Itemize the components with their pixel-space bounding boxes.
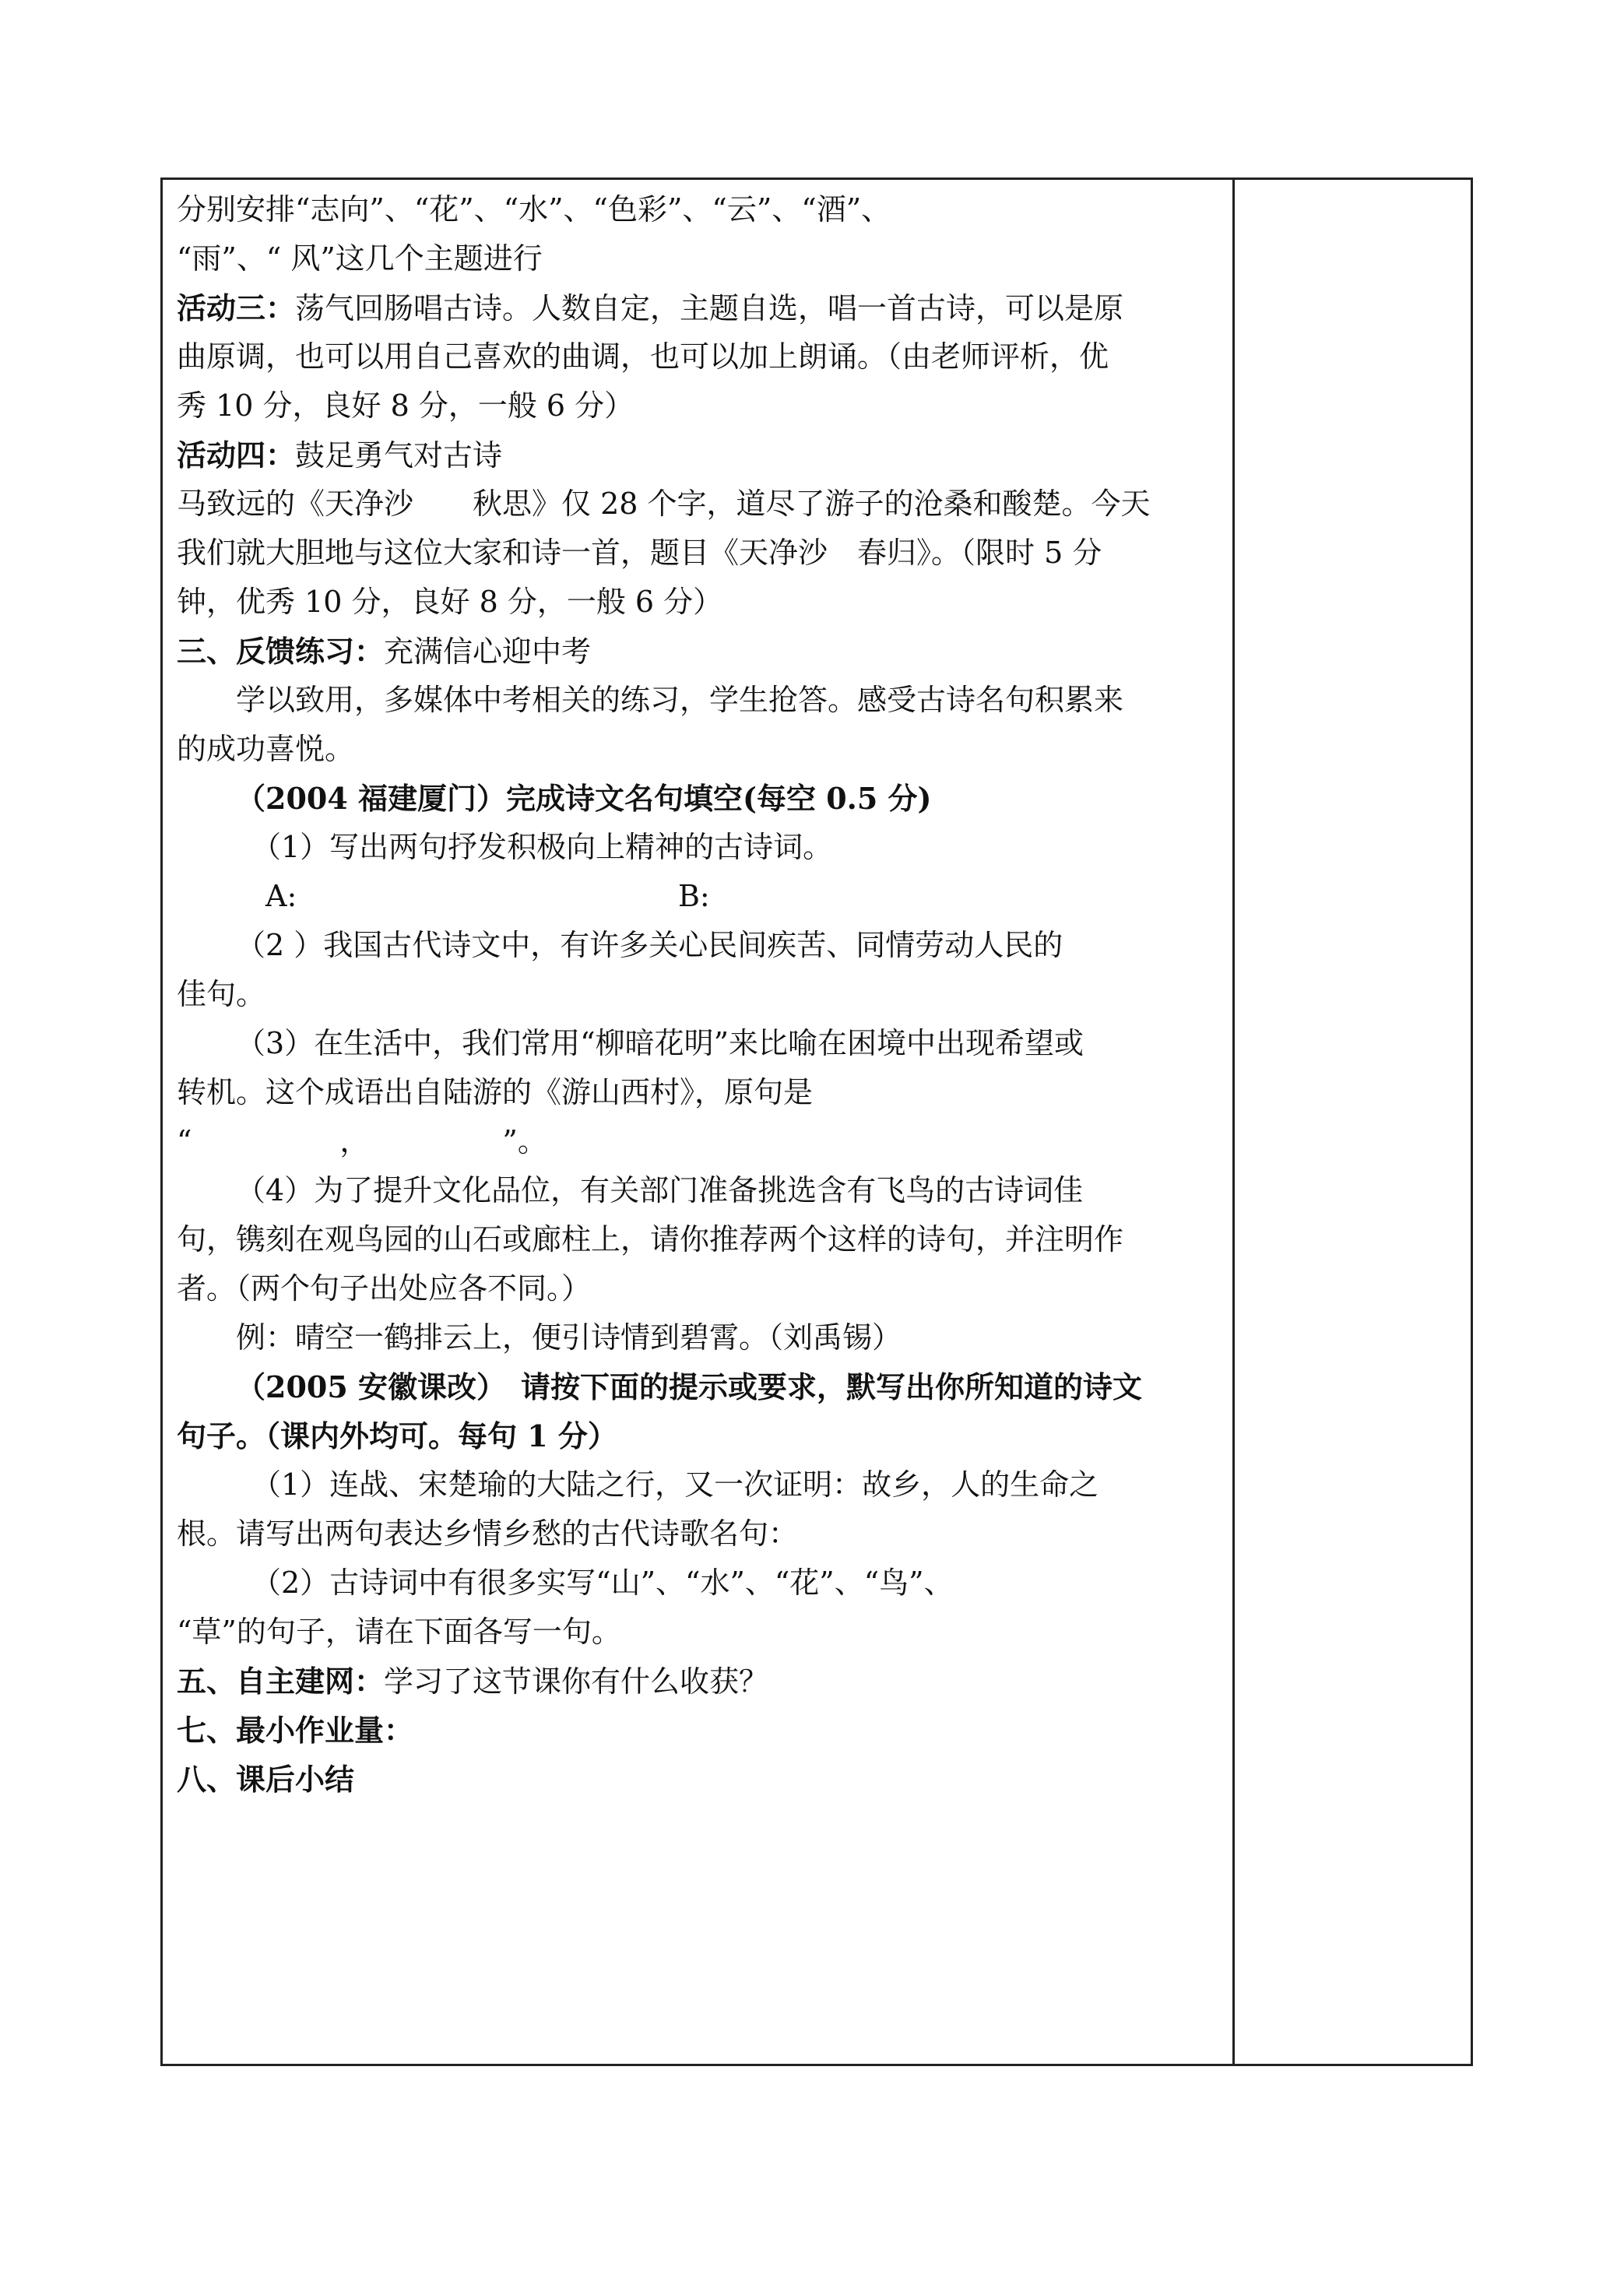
fill-blank-quote: “ ， ”。 xyxy=(177,1124,547,1158)
activity-four xyxy=(177,431,1220,480)
section-text: 充满信心迎中考 xyxy=(384,634,592,669)
text-line: “雨”、“ 风”这几个主题进行 xyxy=(177,241,543,276)
section-label: 三、反馈练习： xyxy=(177,634,385,669)
text-line: “草”的句子，请在下面各写一句。 xyxy=(177,1615,621,1649)
text-line: 句子。（课内外均可。每句 1 分） xyxy=(177,1418,617,1453)
exercise-heading-2004: （2004 福建厦门）完成诗文名句填空(每空 0.5 分) xyxy=(236,781,932,816)
text-line: 分别安排“志向”、“花”、“水”、“色彩”、“云”、“酒”、 xyxy=(177,192,891,227)
section-self-review xyxy=(177,1657,1220,1706)
text-line: 钟，优秀 10 分，良好 8 分，一般 6 分） xyxy=(177,585,723,619)
question-4: （4）为了提升文化品位，有关部门准备挑选含有飞鸟的古诗词佳 xyxy=(236,1173,1084,1207)
question-2: （2 ）我国古代诗文中，有许多关心民间疾苦、同情劳动人民的 xyxy=(236,928,1063,962)
example-line: 例：晴空一鹤排云上，便引诗情到碧霄。（刘禹锡） xyxy=(236,1320,902,1355)
section-text: 学习了这节课你有什么收获？ xyxy=(384,1664,769,1699)
question-2-2005: （2）古诗词中有很多实写“山”、“水”、“花”、“鸟”、 xyxy=(251,1566,954,1600)
text-line: 转机。这个成语出自陆游的《游山西村》，原句是 xyxy=(177,1075,814,1109)
activity-text: 荡气回肠唱古诗。人数自定，主题自选，唱一首古诗，可以是原 xyxy=(295,291,1124,325)
text-line: 我们就大胆地与这位大家和诗一首，题目《天净沙 春归》。（限时 5 分 xyxy=(177,536,1102,570)
column-divider xyxy=(1232,180,1235,2064)
section-summary xyxy=(177,1755,1220,1804)
activity-text: 鼓足勇气对古诗 xyxy=(295,438,503,473)
text-line: 句，镌刻在观鸟园的山石或廊柱上，请你推荐两个这样的诗句，并注明作 xyxy=(177,1222,1124,1256)
text-line: 曲原调，也可以用自己喜欢的曲调，也可以加上朗诵。（由老师评析，优 xyxy=(177,339,1109,374)
text-line: 的成功喜悦。 xyxy=(177,732,355,766)
text-line: 马致远的《天净沙 秋思》仅 28 个字，道尽了游子的沧桑和酸楚。今天 xyxy=(177,487,1151,521)
text-line: 学以致用，多媒体中考相关的练习，学生抢答。感受古诗名句积累来 xyxy=(236,683,1124,717)
answer-a-label: A: xyxy=(265,879,297,913)
answer-b-label: B: xyxy=(678,879,710,913)
text-line: 者。（两个句子出处应各不同。） xyxy=(177,1271,592,1306)
activity-label: 活动三： xyxy=(177,290,296,325)
activity-label: 活动四： xyxy=(177,438,296,473)
lesson-content-cell xyxy=(177,180,1220,1804)
answer-blanks xyxy=(177,872,1220,921)
section-homework xyxy=(177,1706,1220,1755)
text-line: 秀 10 分，良好 8 分，一般 6 分） xyxy=(177,388,634,423)
text-line: 根。请写出两句表达乡情乡愁的古代诗歌名句： xyxy=(177,1517,799,1551)
section-label: 七、最小作业量： xyxy=(177,1713,414,1748)
question-1-2005: （1）连战、宋楚瑜的大陆之行，又一次证明：故乡，人的生命之 xyxy=(251,1467,1099,1502)
lesson-plan-table xyxy=(160,177,1473,2066)
section-feedback xyxy=(177,627,1220,676)
question-1: （1）写出两句抒发积极向上精神的古诗词。 xyxy=(251,830,833,864)
section-label: 五、自主建网： xyxy=(177,1664,385,1699)
exercise-heading-2005: （2005 安徽课改） 请按下面的提示或要求，默写出你所知道的诗文 xyxy=(236,1369,1142,1404)
text-line: 佳句。 xyxy=(177,977,266,1011)
question-3: （3）在生活中，我们常用“柳暗花明”来比喻在困境中出现希望或 xyxy=(236,1026,1084,1060)
section-label: 八、课后小结 xyxy=(177,1762,355,1797)
activity-three xyxy=(177,283,1220,332)
